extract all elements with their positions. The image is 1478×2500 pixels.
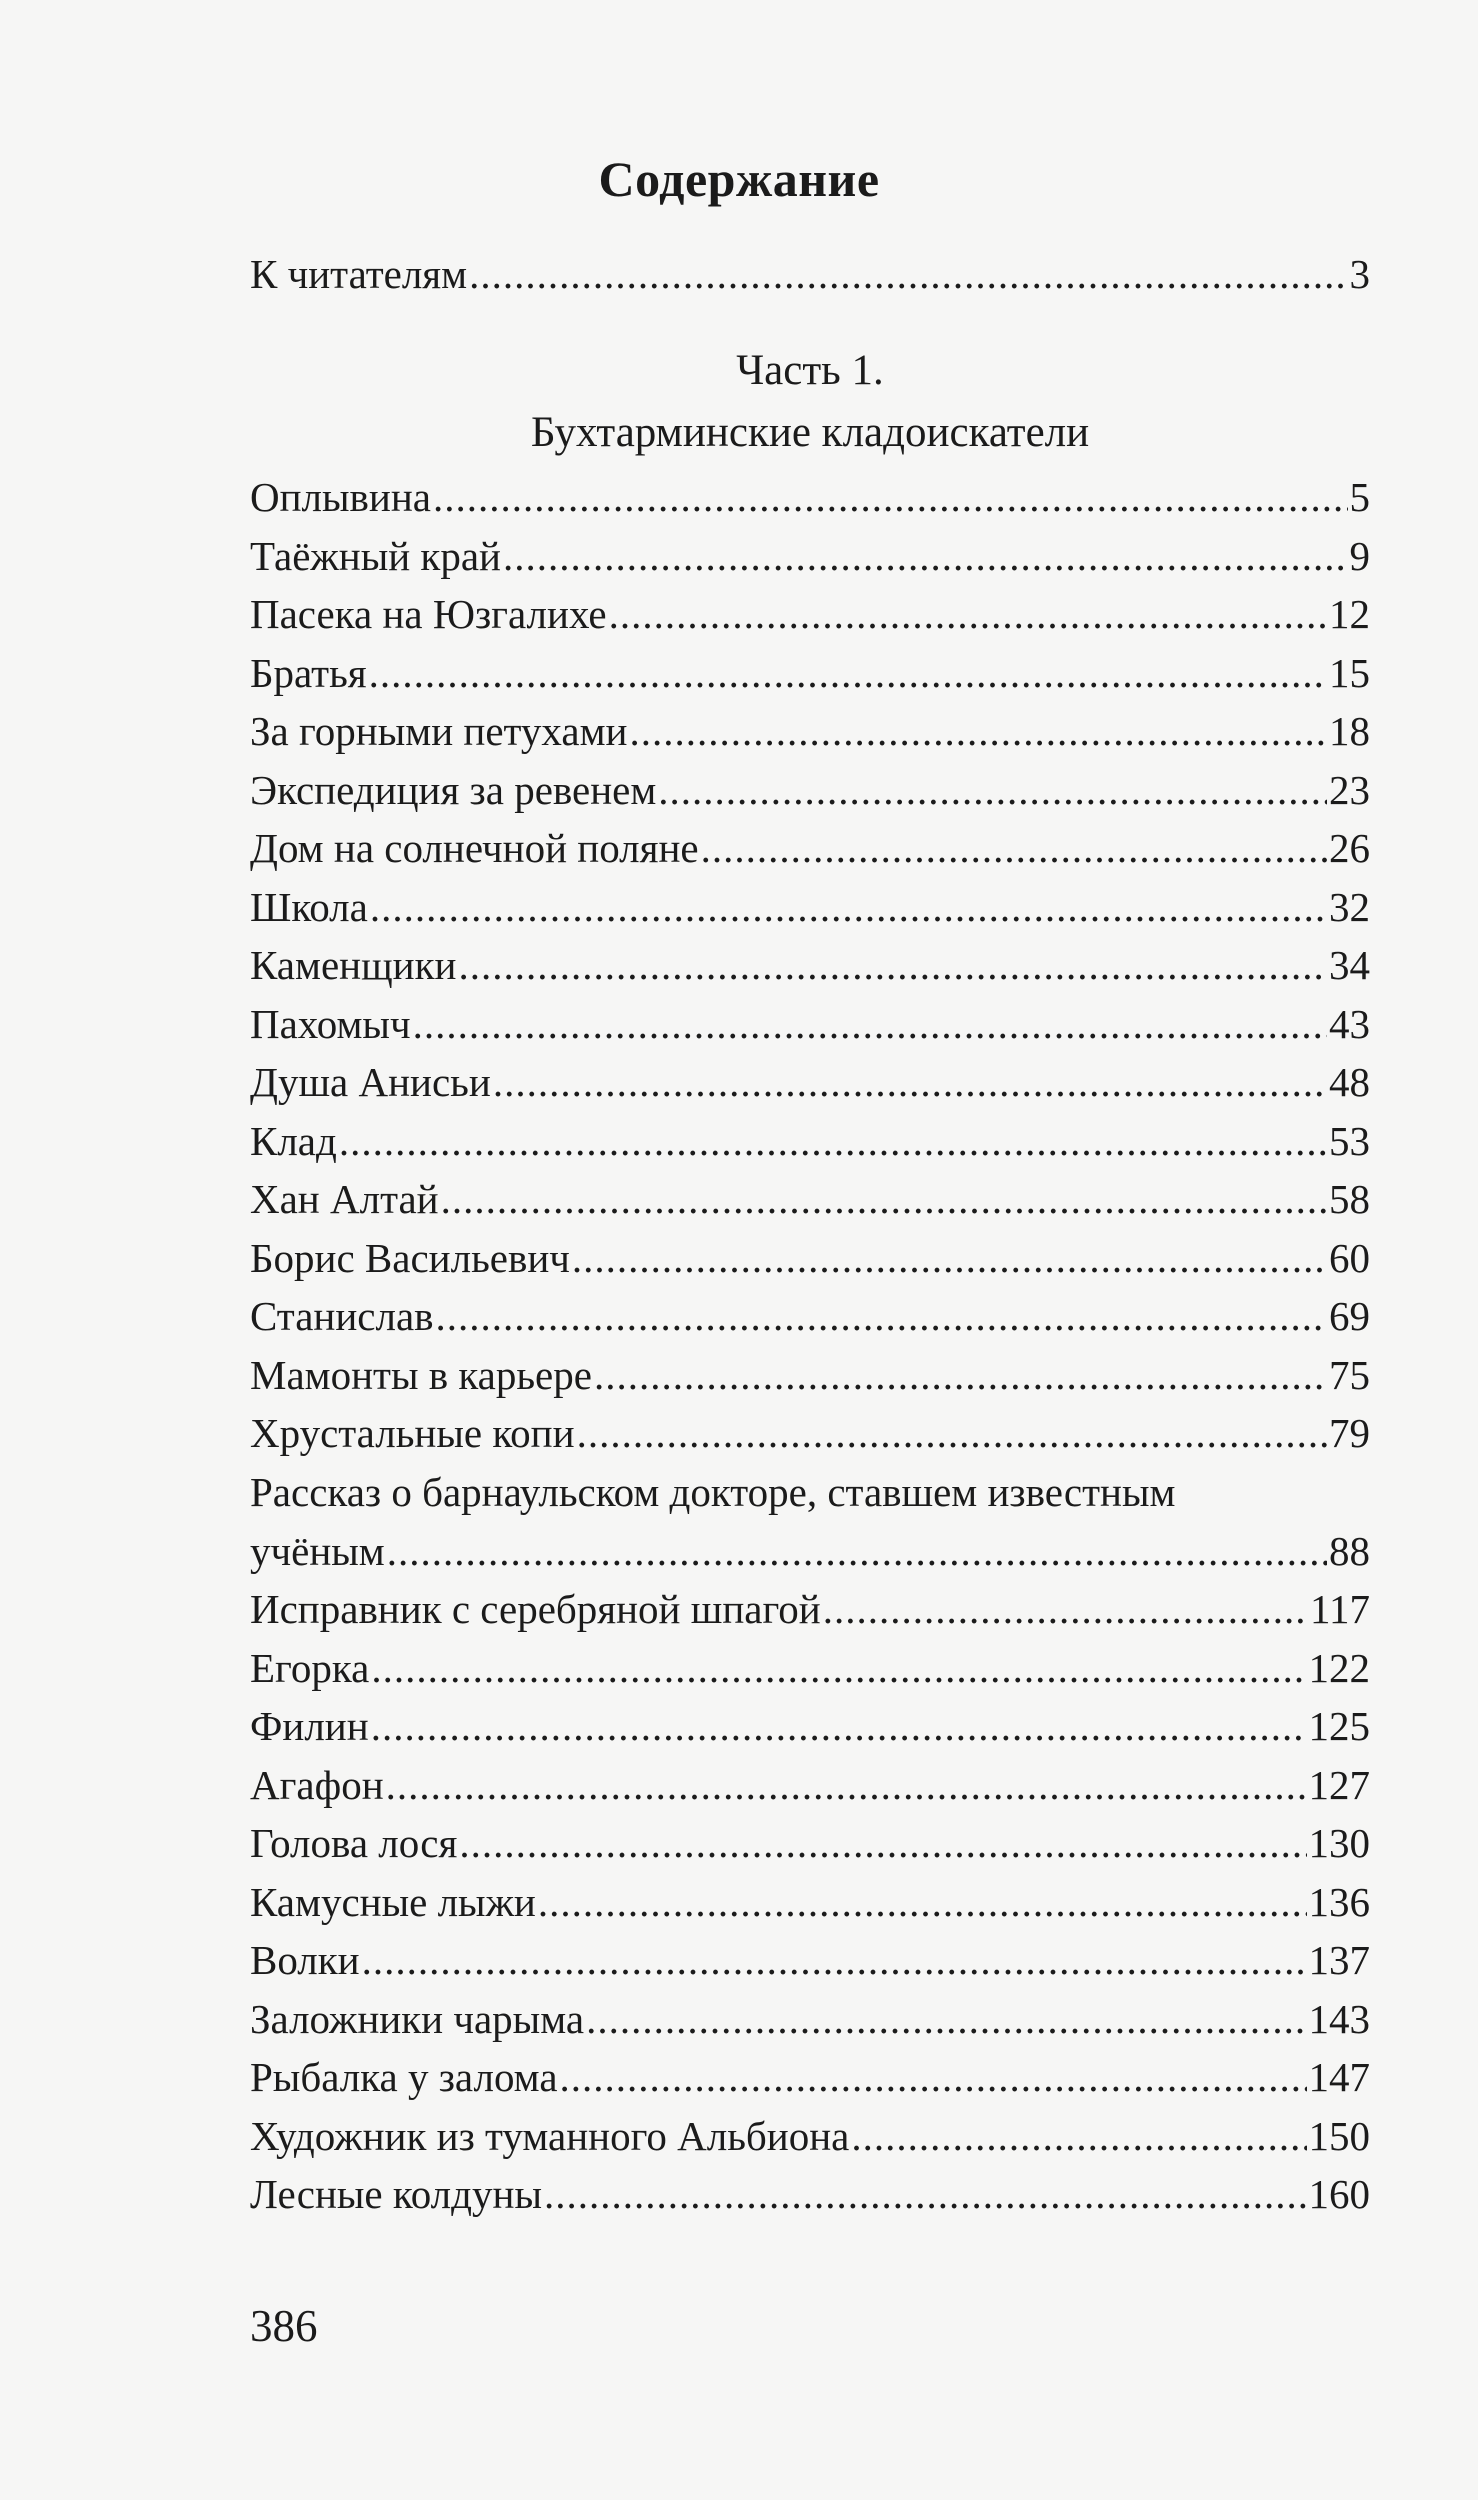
toc-entry xyxy=(250,1346,1370,1405)
toc-entry xyxy=(250,1639,1370,1698)
toc-entry xyxy=(250,245,1370,304)
toc-entry xyxy=(250,1112,1370,1171)
toc-entry-page: 88 xyxy=(1329,1527,1370,1574)
toc-list xyxy=(250,468,1370,1463)
dot-leader xyxy=(609,585,1327,644)
toc-entry-page: 130 xyxy=(1308,1820,1370,1866)
dot-leader xyxy=(572,1229,1327,1288)
toc-entry-label: Агафон xyxy=(250,1761,384,1808)
toc-entry xyxy=(250,936,1370,995)
dot-leader xyxy=(386,1756,1307,1815)
toc-entry xyxy=(250,1814,1370,1873)
toc-entry-label-line1: Рассказ о барнаульском докторе, ставшем известным xyxy=(250,1469,1176,1515)
toc-entry-label: Филин xyxy=(250,1703,369,1749)
toc-list-continued xyxy=(250,1580,1370,2224)
toc-entry-label: Станислав xyxy=(250,1293,434,1339)
toc-entry xyxy=(250,1697,1370,1756)
dot-leader xyxy=(469,245,1347,304)
toc-entry-page: 18 xyxy=(1329,708,1370,754)
toc-entry-page: 137 xyxy=(1308,1937,1370,1983)
toc-entry xyxy=(250,819,1370,878)
toc-entry xyxy=(250,1931,1370,1990)
toc-entry-page: 26 xyxy=(1329,825,1370,871)
toc-entry xyxy=(250,1404,1370,1463)
toc-entry-page: 150 xyxy=(1308,2112,1370,2159)
toc-entry-page: 125 xyxy=(1308,1703,1370,1749)
toc-entry-label: Волки xyxy=(250,1937,360,1983)
toc-entry-page: 58 xyxy=(1329,1176,1370,1222)
toc-entry xyxy=(250,1756,1370,1815)
dot-leader xyxy=(503,527,1348,586)
toc-entry-label: Дом на солнечной поляне xyxy=(250,825,699,871)
toc-entry-label: Хрустальные копи xyxy=(250,1410,575,1456)
dot-leader xyxy=(387,1522,1327,1581)
toc-entry-page: 75 xyxy=(1329,1351,1370,1398)
dot-leader xyxy=(560,2048,1307,2107)
toc-entry-label: Пасека на Юзгалихе xyxy=(250,591,607,637)
toc-entry xyxy=(250,2107,1370,2166)
dot-leader xyxy=(586,1990,1306,2049)
dot-leader xyxy=(433,468,1348,527)
toc-entry-label: Каменщики xyxy=(250,942,457,988)
dot-leader xyxy=(701,819,1327,878)
toc-entry xyxy=(250,1990,1370,2049)
dot-leader xyxy=(594,1346,1327,1405)
toc-entry-label: Исправник с серебряной шпагой xyxy=(250,1586,821,1632)
toc-entry-page: 48 xyxy=(1329,1059,1370,1105)
toc-entry-label: Экспедиция за ревенем xyxy=(250,766,657,813)
toc-entry xyxy=(250,1229,1370,1288)
toc-entry-page: 117 xyxy=(1310,1586,1370,1632)
dot-leader xyxy=(413,995,1327,1054)
toc-entry xyxy=(250,468,1370,527)
dot-leader xyxy=(441,1170,1327,1229)
toc-entry-page: 143 xyxy=(1308,1995,1370,2042)
toc-entry-label: Хан Алтай xyxy=(250,1176,439,1222)
toc-entry-page: 127 xyxy=(1308,1761,1370,1808)
toc-entry-label: Школа xyxy=(250,883,368,930)
toc-entry-label: Клад xyxy=(250,1117,337,1164)
toc-entry-page: 9 xyxy=(1349,532,1370,579)
part-number: Часть 1. xyxy=(736,347,884,394)
toc-entry-label: Художник из туманного Альбиона xyxy=(250,2112,850,2159)
toc-entry xyxy=(250,527,1370,586)
toc-entry-label: Голова лося xyxy=(250,1820,458,1866)
dot-leader xyxy=(493,1053,1327,1112)
toc-intro xyxy=(250,245,1370,304)
toc-entry xyxy=(250,1522,1370,1581)
toc-entry-label: Душа Анисьи xyxy=(250,1059,491,1105)
toc-entry-page: 147 xyxy=(1308,2054,1370,2100)
toc-entry xyxy=(250,878,1370,937)
dot-leader xyxy=(544,2165,1307,2224)
toc-entry-label: За горными петухами xyxy=(250,708,628,754)
toc-entry-label: Братья xyxy=(250,649,367,696)
toc-entry-page: 122 xyxy=(1308,1644,1370,1691)
toc-entry xyxy=(250,2048,1370,2107)
dot-leader xyxy=(371,1639,1306,1698)
toc-entry-page: 23 xyxy=(1329,766,1370,813)
toc-entry-label: Егорка xyxy=(250,1644,370,1691)
toc-entry-page: 53 xyxy=(1329,1117,1370,1164)
toc-entry xyxy=(250,1170,1370,1229)
part-heading xyxy=(250,340,1370,464)
toc-entry xyxy=(250,644,1370,703)
dot-leader xyxy=(370,878,1327,937)
toc-entry xyxy=(250,1873,1370,1932)
toc-entry-label: Заложники чарыма xyxy=(250,1995,585,2042)
dot-leader xyxy=(459,1814,1306,1873)
toc-entry xyxy=(250,761,1370,820)
page-title: Содержание xyxy=(598,151,880,207)
dot-leader xyxy=(629,702,1327,761)
toc-entry-page: 32 xyxy=(1329,883,1370,930)
dot-leader xyxy=(339,1112,1327,1171)
dot-leader xyxy=(371,1697,1307,1756)
page-number: 386 xyxy=(250,2301,318,2351)
toc-entry-page: 34 xyxy=(1329,942,1370,988)
toc-entry-page: 69 xyxy=(1329,1293,1370,1339)
toc-entry-page: 15 xyxy=(1329,649,1370,696)
toc-long-entry xyxy=(250,1463,1370,1580)
toc-entry-label: Пахомыч xyxy=(250,1000,411,1047)
toc-entry xyxy=(250,585,1370,644)
toc-entry xyxy=(250,995,1370,1054)
dot-leader xyxy=(658,761,1327,820)
toc-entry xyxy=(250,2165,1370,2224)
toc-entry-label: Рыбалка у залома xyxy=(250,2054,558,2100)
toc-entry-page: 160 xyxy=(1308,2171,1370,2217)
toc-entry-page: 60 xyxy=(1329,1234,1370,1281)
toc-entry-page: 12 xyxy=(1329,591,1370,637)
toc-entry-label: Таёжный край xyxy=(250,532,501,579)
toc-entry xyxy=(250,1287,1370,1346)
toc-entry-label: Борис Васильевич xyxy=(250,1234,570,1281)
toc-entry-page: 3 xyxy=(1349,251,1370,297)
toc-entry-page: 136 xyxy=(1308,1878,1370,1925)
toc-entry-label-line2: учёным xyxy=(250,1527,385,1574)
dot-leader xyxy=(436,1287,1327,1346)
toc-entry-page: 5 xyxy=(1349,474,1370,520)
toc-entry-label: Мамонты в карьере xyxy=(250,1351,592,1398)
toc-entry-page: 43 xyxy=(1329,1000,1370,1047)
toc-entry xyxy=(250,702,1370,761)
dot-leader xyxy=(577,1404,1327,1463)
dot-leader xyxy=(823,1580,1308,1639)
dot-leader xyxy=(538,1873,1307,1932)
dot-leader xyxy=(369,644,1327,703)
dot-leader xyxy=(362,1931,1307,1990)
part-name: Бухтарминские кладоискатели xyxy=(530,409,1090,456)
toc-entry xyxy=(250,1053,1370,1112)
dot-leader xyxy=(458,936,1327,995)
toc-entry-label: Камусные лыжи xyxy=(250,1878,536,1925)
toc-entry-label: Оплывина xyxy=(250,474,431,520)
dot-leader xyxy=(851,2107,1306,2166)
toc-entry-label: Лесные колдуны xyxy=(250,2171,542,2217)
toc-entry xyxy=(250,1580,1370,1639)
toc-entry-page: 79 xyxy=(1329,1410,1370,1456)
toc-entry-label: К читателям xyxy=(250,251,468,297)
